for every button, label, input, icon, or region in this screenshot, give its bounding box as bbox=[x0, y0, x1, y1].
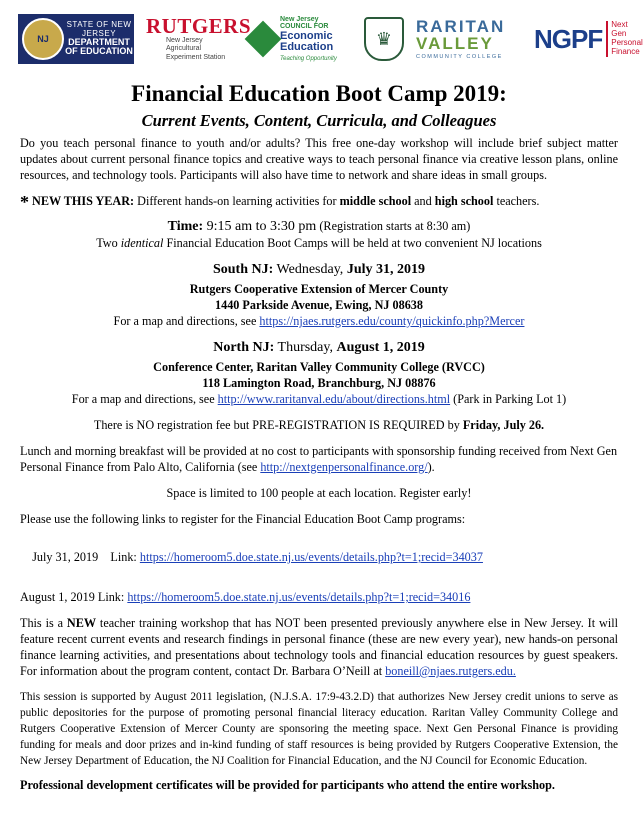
two-camps-post: Financial Education Boot Camps will be held at two convenient NJ locations bbox=[163, 236, 542, 250]
south-date: July 31, 2019 bbox=[346, 262, 425, 277]
legislation-paragraph: This session is supported by August 2011 legislation, (N.J.S.A. 17:9-43.2.D) that authorizes New Jersey credit unions to serve as public depositories for the purpose of promoting personal financial literacy education. Raritan Valley Community College and Rutgers Cooperative Extension of Mercer County are sponsoring the meeting space. Next Gen Personal Finance is providing funding for meals and door prizes and in-kind funding of staff resources is being provided by Rutgers Cooperative Extension, the New Jersey Department of Education, the NJ Coalition for Financial Education, and the NJ Council for Economic Education. bbox=[20, 691, 618, 767]
nj-doe-logo bbox=[18, 8, 134, 70]
south-map-link[interactable]: https://njaes.rutgers.edu/county/quickinfo.php?Mercer bbox=[259, 314, 525, 328]
north-map-link[interactable]: http://www.raritanval.edu/about/directions.html bbox=[217, 392, 451, 406]
njcee-tag: Teaching Opportunity bbox=[280, 55, 337, 62]
crest-icon: ♛ bbox=[364, 17, 404, 61]
south-heading bbox=[20, 261, 618, 279]
ngpf-logo bbox=[534, 8, 643, 70]
rutgers-sub1: New Jersey Agricultural bbox=[166, 37, 203, 53]
njcee-l1: New Jersey bbox=[280, 15, 319, 23]
page-title: Financial Education Boot Camp 2019: bbox=[131, 81, 507, 106]
intro-paragraph: Do you teach personal finance to youth and/or adults? This free one-day workshop will include brief subject matter updates about current personal finance topics and creative ways to teach personal finance via creative lesson plans, online resources, and technology tools. Participants will also have time to network and share ideas in small groups. bbox=[20, 136, 618, 182]
north-map-line bbox=[20, 391, 618, 407]
south-day: Wednesday, bbox=[273, 262, 347, 277]
south-region: South NJ: bbox=[212, 262, 274, 277]
north-address-text: 118 Lamington Road, Branchburg, NJ 08876 bbox=[202, 376, 436, 390]
north-venue-text: Conference Center, Raritan Valley Community College (RVCC) bbox=[153, 360, 485, 374]
middle-school-text: middle school bbox=[339, 194, 412, 208]
south-map-line bbox=[20, 313, 618, 329]
south-address-text: 1440 Parkside Avenue, Ewing, NJ 08638 bbox=[215, 298, 423, 312]
flyer-content bbox=[20, 80, 618, 793]
state-seal-icon: NJ bbox=[22, 18, 64, 60]
njcee-l4: Education bbox=[280, 41, 334, 54]
rutgers-name: RUTGERS bbox=[146, 14, 252, 39]
rvcc-word2: VALLEY bbox=[416, 34, 494, 53]
lunch-post: ). bbox=[427, 460, 435, 474]
registration-line bbox=[20, 417, 618, 433]
ngpf-abbr: NGPF bbox=[534, 23, 603, 54]
new-workshop-bold: NEW bbox=[66, 616, 97, 630]
north-date: August 1, 2019 bbox=[336, 340, 425, 355]
njcee-mark-icon bbox=[245, 21, 282, 58]
registration-link-1 bbox=[20, 533, 618, 581]
north-map-pre: For a map and directions, see bbox=[71, 392, 218, 406]
lunch-pre: Lunch and morning breakfast will be provided at no cost to participants with sponsorship funding received from Next Gen Personal Finance from Palo Alto, California (see bbox=[20, 444, 618, 474]
rvcc-cc: COMMUNITY COLLEGE bbox=[416, 54, 503, 60]
north-venue bbox=[20, 359, 618, 375]
certificates-line bbox=[20, 777, 618, 793]
new-workshop-pre: This is a bbox=[20, 616, 67, 630]
new-workshop-paragraph bbox=[20, 615, 618, 679]
south-venue-text: Rutgers Cooperative Extension of Mercer County bbox=[189, 282, 449, 296]
nj-doe-line1: STATE OF NEW JERSEY bbox=[66, 20, 132, 38]
south-venue bbox=[20, 281, 618, 297]
two-camps-pre: Two bbox=[96, 236, 121, 250]
time-line bbox=[20, 218, 618, 235]
rutgers-logo bbox=[146, 8, 252, 70]
high-school-text: high school bbox=[434, 194, 494, 208]
njcee-logo bbox=[250, 8, 356, 70]
ngpf-l3: Finance bbox=[611, 46, 640, 56]
new-this-year-text1: Different hands-on learning activities for bbox=[134, 194, 340, 208]
new-this-year-label: NEW THIS YEAR: bbox=[32, 194, 135, 208]
two-camps-em: identical bbox=[120, 236, 164, 250]
reg2-link[interactable]: https://homeroom5.doe.state.nj.us/events/details.php?t=1;recid=34016 bbox=[127, 590, 471, 604]
rvcc-logo bbox=[416, 8, 526, 70]
asterisk-icon: * bbox=[20, 192, 29, 212]
north-day: Thursday, bbox=[274, 340, 337, 355]
registration-pre: There is NO registration fee but PRE-REGISTRATION IS REQUIRED by bbox=[93, 418, 463, 432]
ngpf-link[interactable]: http://nextgenpersonalfinance.org/ bbox=[260, 460, 428, 474]
north-region: North NJ: bbox=[213, 340, 275, 355]
time-label: Time: bbox=[167, 219, 204, 234]
reg1-link[interactable]: https://homeroom5.doe.state.nj.us/events/details.php?t=1;recid=34037 bbox=[139, 550, 483, 564]
registration-deadline: Friday, July 26. bbox=[462, 418, 545, 432]
reg2-label: August 1, 2019 Link: bbox=[20, 590, 128, 604]
ngpf-l2: Personal bbox=[611, 38, 643, 47]
njcee-l2: COUNCIL FOR bbox=[280, 23, 329, 31]
two-camps-line bbox=[20, 235, 618, 251]
time-note: (Registration starts at 8:30 am) bbox=[316, 219, 471, 233]
coalition-crest-logo bbox=[364, 8, 404, 70]
contact-email-link[interactable]: boneill@njaes.rutgers.edu. bbox=[385, 664, 516, 678]
rvcc-word1: RARITAN bbox=[416, 17, 506, 36]
space-line: Space is limited to 100 people at each location. Register early! bbox=[166, 486, 472, 500]
new-this-year-text3: teachers. bbox=[493, 194, 540, 208]
links-intro: Please use the following links to register for the Financial Education Boot Camp programs: bbox=[20, 512, 466, 526]
new-this-year-text2: and bbox=[411, 194, 435, 208]
rutgers-sub2: Experiment Station bbox=[166, 53, 226, 61]
north-heading bbox=[20, 339, 618, 357]
south-map-pre: For a map and directions, see bbox=[113, 314, 260, 328]
njcee-l3: Economic bbox=[280, 29, 333, 42]
page-subtitle: Current Events, Content, Curricula, and Colleagues bbox=[141, 111, 497, 130]
new-this-year bbox=[20, 193, 618, 210]
nj-doe-line2: DEPARTMENT OF EDUCATION bbox=[65, 36, 133, 57]
reg1-label: July 31, 2019 Link: bbox=[32, 550, 140, 564]
north-map-post: (Park in Parking Lot 1) bbox=[450, 392, 567, 406]
ngpf-l1: Next Gen bbox=[611, 20, 628, 39]
registration-link-2 bbox=[20, 589, 618, 605]
south-address bbox=[20, 297, 618, 313]
new-workshop-post: teacher training workshop that has NOT been presented previously anywhere else in New Jersey. It will feature recent current events and research findings in personal finance (these are new every year), new hands-on personal finance learning activities, and presentations about technology tools and financial education resources by guest speakers. For information about the program content, contact Dr. Barbara O’Neill at bbox=[20, 616, 618, 678]
lunch-paragraph bbox=[20, 443, 618, 475]
time-value: 9:15 am to 3:30 pm bbox=[203, 219, 317, 234]
north-address bbox=[20, 375, 618, 391]
logo-strip bbox=[18, 8, 643, 70]
certificates-text: Professional development certificates will be provided for participants who attend the entire workshop. bbox=[20, 778, 555, 792]
